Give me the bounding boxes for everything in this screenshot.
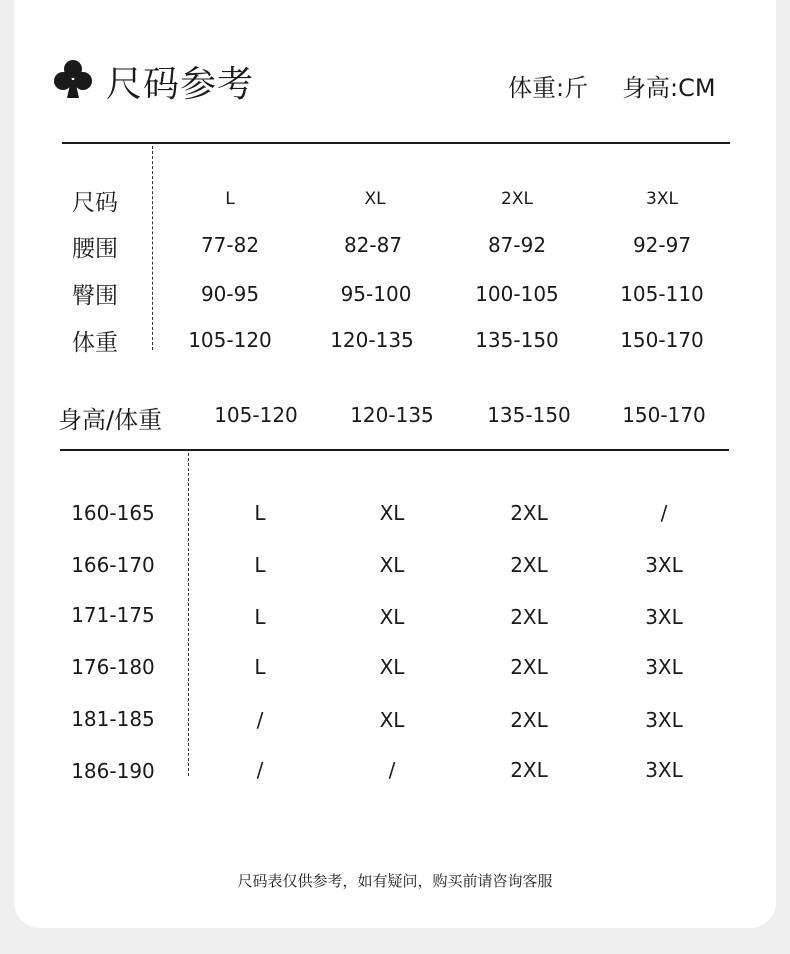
height-row-label: 181-185 <box>71 707 155 731</box>
fit-cell: / <box>256 758 264 782</box>
fit-cell: 3XL <box>645 553 683 577</box>
fit-cell: 2XL <box>510 758 548 782</box>
hip-cell: 95-100 <box>340 282 412 306</box>
fit-cell: 3XL <box>645 605 683 629</box>
weight-cell: 120-135 <box>330 328 414 352</box>
waist-cell: 87-92 <box>487 233 547 257</box>
table2-top-rule <box>60 449 729 451</box>
waist-cell: 92-97 <box>632 233 692 257</box>
fit-cell: XL <box>379 708 405 732</box>
fit-cell: 2XL <box>510 655 548 679</box>
weight-column-header: 105-120 <box>214 403 298 427</box>
hip-cell: 105-110 <box>620 282 704 306</box>
fit-cell: L <box>254 553 266 577</box>
height-row-label: 186-190 <box>71 759 155 783</box>
row-label-waist: 腰围 <box>72 236 118 262</box>
page-title: 尺码参考 <box>106 64 255 105</box>
weight-column-header: 150-170 <box>622 403 706 427</box>
height-row-label: 176-180 <box>71 655 155 679</box>
row-label-weight: 体重 <box>72 330 118 356</box>
weight-cell: 105-120 <box>188 328 272 352</box>
fit-cell: / <box>256 708 264 732</box>
row-label-hip: 臀围 <box>72 283 118 309</box>
fit-cell: 3XL <box>645 758 683 782</box>
fit-cell: / <box>660 501 668 525</box>
weight-unit-label: 体重:斤 <box>508 74 589 102</box>
table2-divider <box>188 453 189 776</box>
club-icon <box>52 58 94 100</box>
weight-cell: 135-150 <box>475 328 559 352</box>
height-unit-label: 身高:CM <box>622 74 716 102</box>
fit-cell: L <box>254 605 266 629</box>
fit-cell: XL <box>379 553 405 577</box>
waist-cell: 82-87 <box>343 233 403 257</box>
fit-cell: XL <box>379 655 405 679</box>
table1-top-rule <box>62 142 730 144</box>
fit-cell: L <box>254 501 266 525</box>
height-row-label: 166-170 <box>71 553 155 577</box>
fit-cell: L <box>254 655 266 679</box>
fit-cell: 3XL <box>645 655 683 679</box>
height-row-label: 160-165 <box>71 501 155 525</box>
size-cell: L <box>225 189 235 209</box>
size-cell: 2XL <box>501 189 533 209</box>
fit-cell: XL <box>379 605 405 629</box>
table1-divider <box>152 146 153 350</box>
fit-cell: XL <box>379 501 405 525</box>
size-cell: 3XL <box>646 189 678 209</box>
fit-cell: 2XL <box>510 553 548 577</box>
weight-column-header: 120-135 <box>350 403 434 427</box>
weight-column-header: 135-150 <box>487 403 571 427</box>
fit-cell: 2XL <box>510 501 548 525</box>
fit-cell: 2XL <box>510 708 548 732</box>
height-weight-corner-label: 身高/体重 <box>58 406 163 434</box>
fit-cell: 2XL <box>510 605 548 629</box>
height-row-label: 171-175 <box>71 603 155 627</box>
size-chart-card <box>14 0 776 928</box>
fit-cell: 3XL <box>645 708 683 732</box>
disclaimer-note: 尺码表仅供参考，如有疑问，购买前请咨询客服 <box>237 872 553 890</box>
row-label-size: 尺码 <box>72 190 118 216</box>
hip-cell: 100-105 <box>475 282 559 306</box>
weight-cell: 150-170 <box>620 328 704 352</box>
waist-cell: 77-82 <box>200 233 260 257</box>
size-cell: XL <box>364 189 386 209</box>
hip-cell: 90-95 <box>200 282 260 306</box>
fit-cell: / <box>388 758 396 782</box>
